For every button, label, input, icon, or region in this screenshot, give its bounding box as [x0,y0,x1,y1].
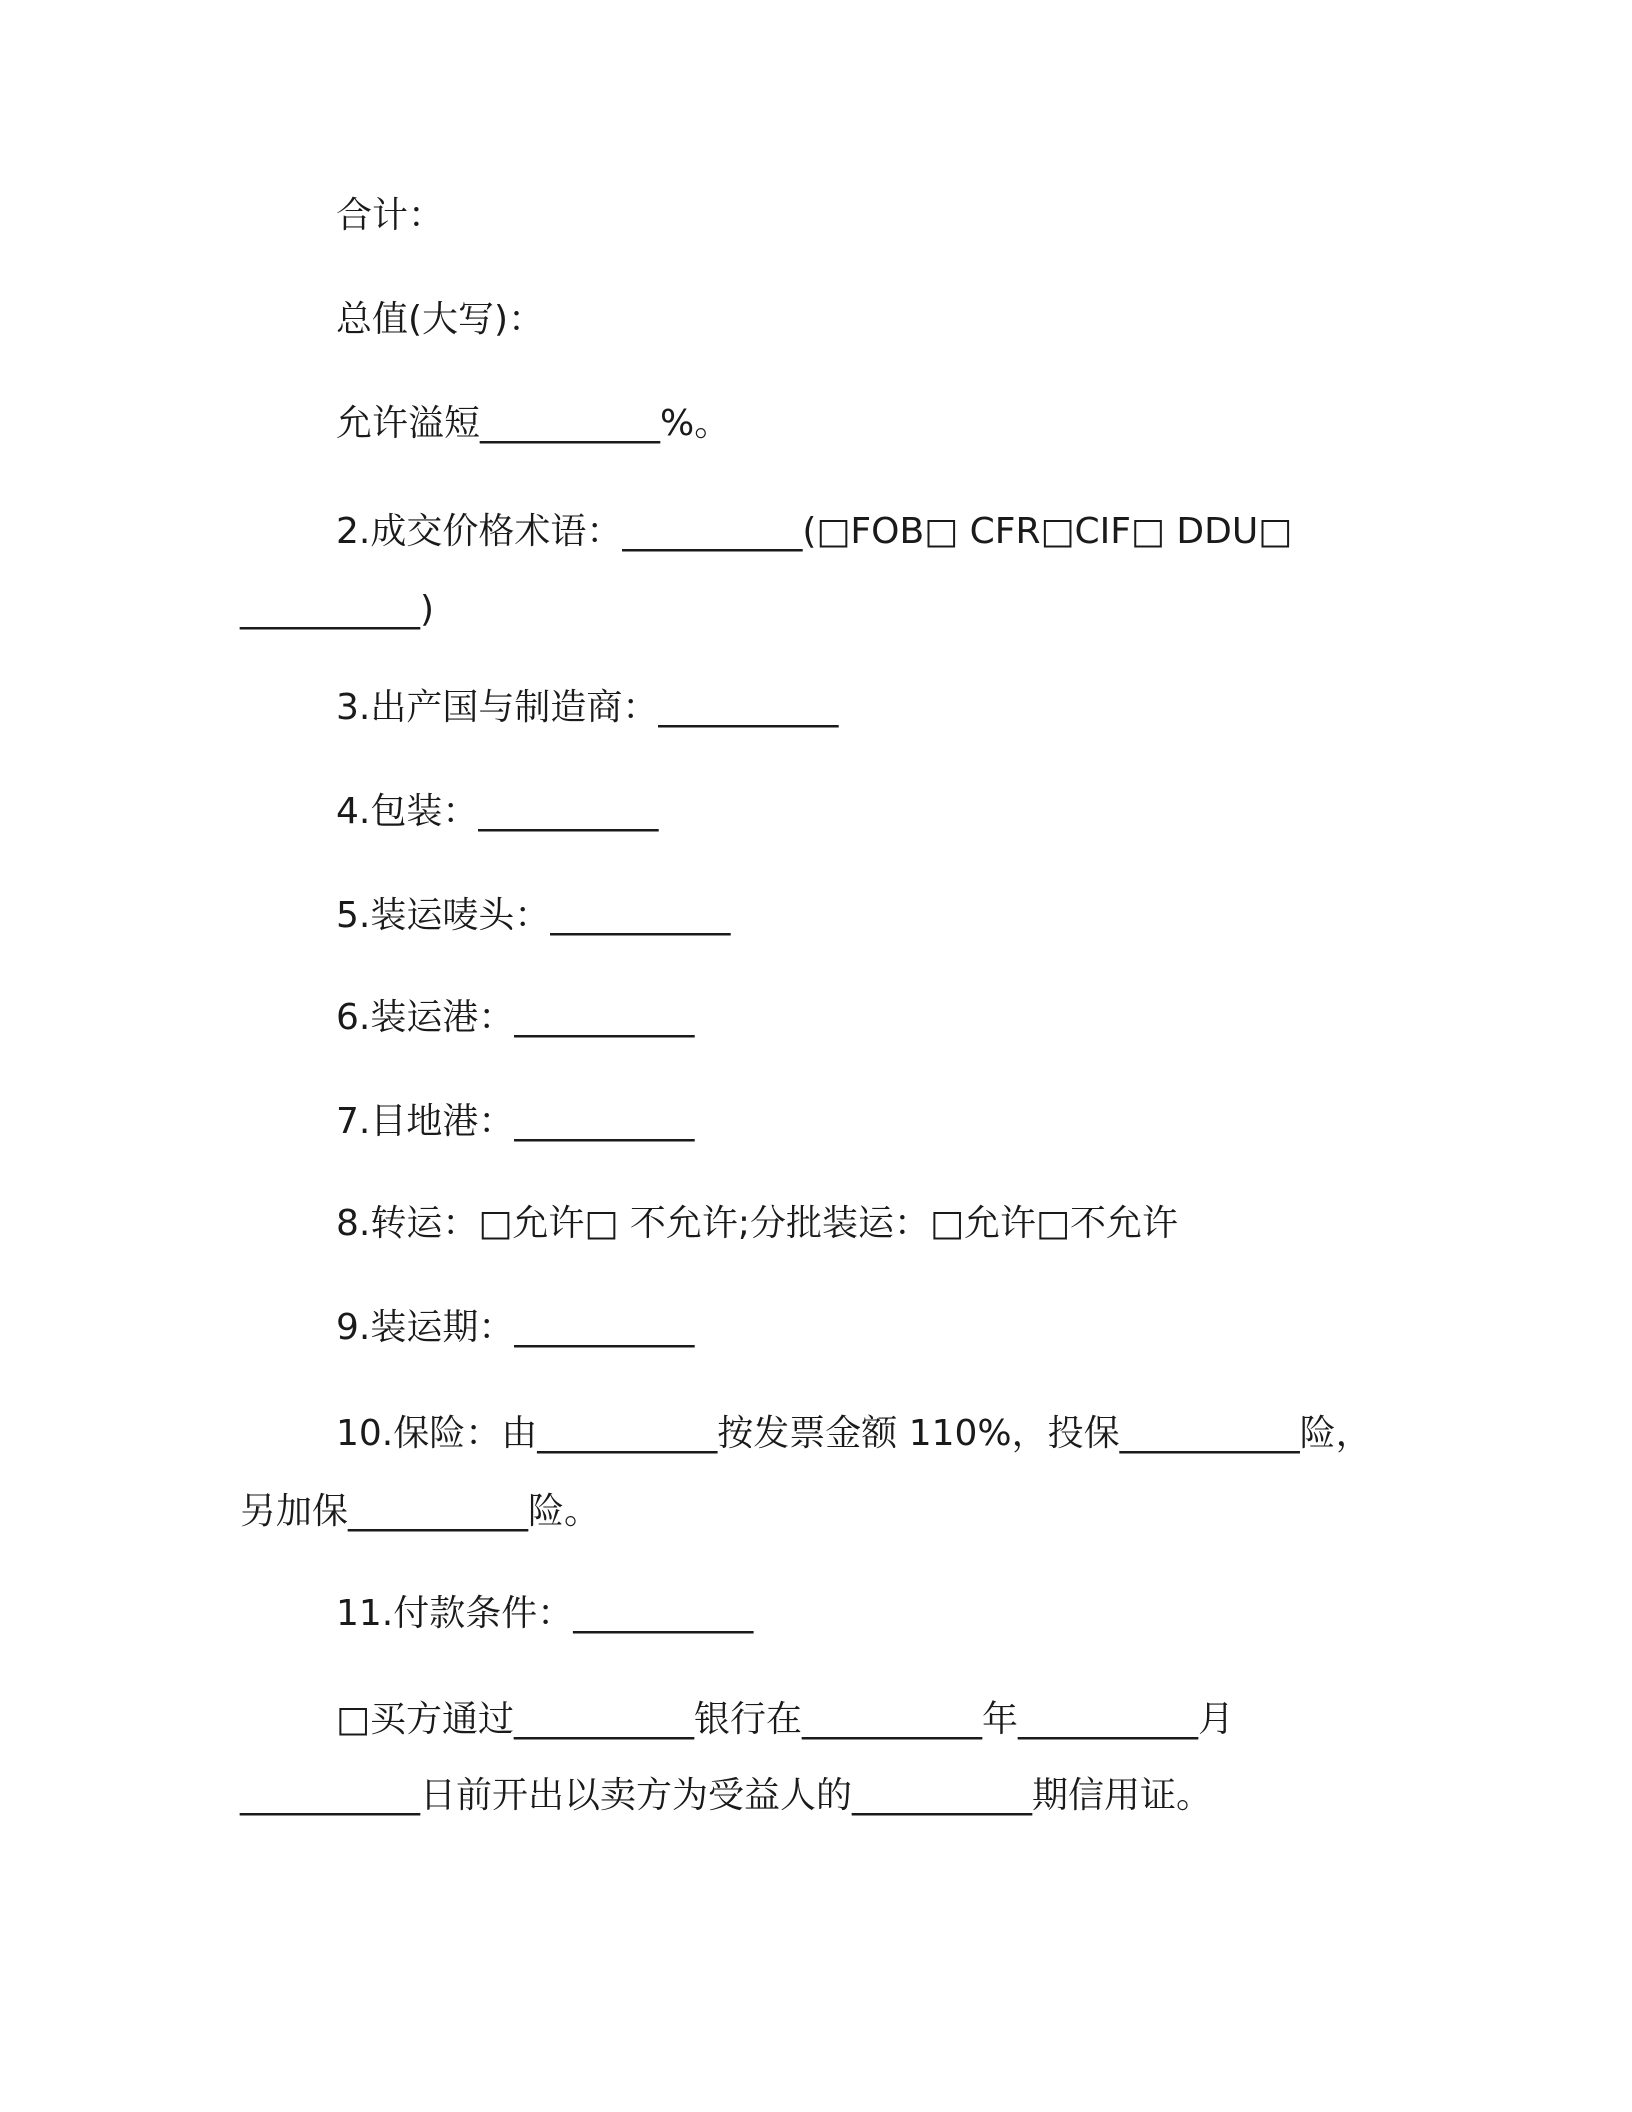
shipping-marks-line: 5.装运唛头：__________ [336,895,731,936]
transshipment-line: 8.转运：□允许□ 不允许;分批装运：□允许□不允许 [336,1203,1178,1244]
origin-manufacturer-line: 3.出产国与制造商：__________ [336,687,839,728]
price-terms-continuation: __________) [240,589,435,630]
letter-of-credit-line: □买方通过__________银行在__________年__________月 [336,1699,1235,1740]
total-value-line: 总值(大写)： [336,299,545,340]
payment-terms-line: 11.付款条件：__________ [336,1593,754,1634]
letter-of-credit-continuation: __________日前开出以卖方为受益人的__________期信用证。 [240,1775,1213,1816]
total-line: 合计： [336,195,445,236]
price-terms-line: 2.成交价格术语：__________(□FOB□ CFR□CIF□ DDU□ [336,511,1293,552]
tolerance-line: 允许溢短__________%。 [336,403,731,444]
insurance-line: 10.保险：由__________按发票金额 110%，投保__________险， [336,1413,1372,1454]
loading-port-line: 6.装运港：__________ [336,997,695,1038]
insurance-continuation: 另加保__________险。 [240,1491,601,1532]
packing-line: 4.包装：__________ [336,791,659,832]
destination-port-line: 7.目地港：__________ [336,1101,695,1142]
shipment-period-line: 9.装运期：__________ [336,1307,695,1348]
